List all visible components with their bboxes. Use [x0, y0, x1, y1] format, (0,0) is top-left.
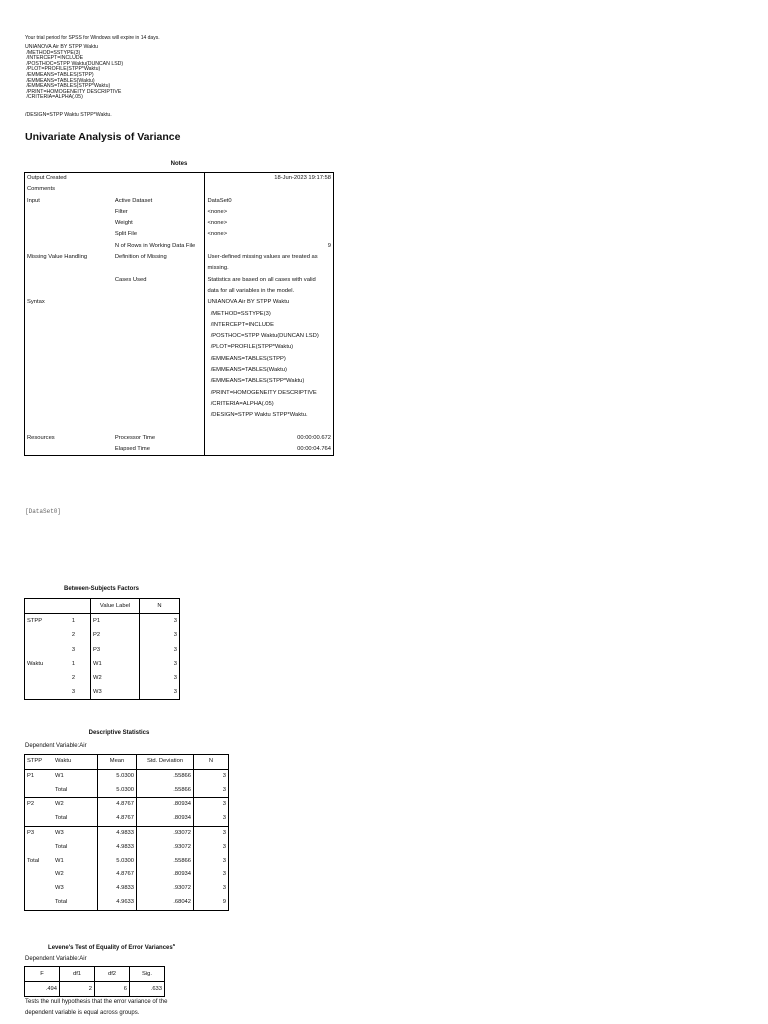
- table-cell: 5.0300: [98, 784, 137, 798]
- notes-value: DataSet0: [207, 197, 232, 204]
- table-cell: Total: [53, 896, 98, 910]
- table-cell: [25, 868, 54, 882]
- table-cell: [25, 882, 54, 896]
- table-row: [25, 812, 229, 826]
- table-cell: 3: [57, 685, 91, 700]
- table-cell: 3: [222, 857, 226, 864]
- notes-table: [24, 172, 334, 456]
- table-cell: 4.9833: [98, 841, 137, 855]
- syntax-line: /POSTHOC=STPP Waktu(DUNCAN LSD): [25, 60, 124, 67]
- notes-sublabel: Weight: [113, 218, 205, 229]
- column-header: df2: [95, 967, 130, 982]
- notes-title: Notes: [170, 161, 188, 167]
- table-cell: W2: [53, 798, 98, 812]
- notes-label: Missing Value Handling: [27, 254, 88, 261]
- column-header: df1: [60, 967, 95, 982]
- table-cell: 3: [222, 885, 226, 892]
- notes-sublabel: Cases Used: [113, 275, 205, 286]
- notes-syntax-line: /PRINT=HOMOGENEITY DESCRIPTIVE: [207, 389, 317, 396]
- table-cell: 2: [57, 671, 91, 685]
- table-cell: [25, 628, 58, 642]
- syntax-line: /INTERCEPT=INCLUDE: [25, 55, 84, 62]
- notes-sublabel: N of Rows in Working Data File: [113, 241, 205, 252]
- table-cell: [25, 784, 54, 798]
- column-header: Std. Deviation: [137, 755, 194, 770]
- table-cell: 1: [57, 614, 91, 629]
- table-cell: .93072: [137, 841, 194, 855]
- notes-label: Output Created: [27, 175, 67, 181]
- table-row: [25, 769, 229, 783]
- notes-value: 00:00:04.764: [297, 446, 331, 453]
- table-cell: 6: [95, 982, 130, 997]
- notes-value: <none>: [207, 220, 228, 227]
- table-row: [25, 798, 229, 812]
- table-row: [25, 855, 229, 869]
- table-cell: .93072: [137, 882, 194, 896]
- table-row: [25, 657, 180, 671]
- notes-syntax-line: /EMMEANS=TABLES(STPP): [207, 355, 286, 362]
- table-row: [25, 784, 229, 798]
- table-cell: Waktu: [27, 660, 44, 667]
- notes-value: data for all variables in the model.: [207, 287, 295, 294]
- table-cell: 4.9833: [98, 826, 137, 840]
- notes-value: 9: [327, 242, 331, 249]
- table-row: [25, 868, 229, 882]
- table-cell: .93072: [137, 826, 194, 840]
- syntax-line: /EMMEANS=TABLES(STPP): [25, 71, 94, 78]
- syntax-line: /EMMEANS=TABLES(Waktu): [25, 77, 95, 84]
- table-cell: [25, 896, 54, 910]
- table-row: [25, 841, 229, 855]
- table-row: [25, 643, 180, 657]
- table-cell: 2: [57, 628, 91, 642]
- notes-syntax-line: /METHOD=SSTYPE(3): [207, 310, 271, 317]
- table-cell: [25, 812, 54, 826]
- table-cell: [25, 685, 58, 700]
- syntax-line: /METHOD=SSTYPE(3): [25, 49, 81, 56]
- table-cell: .633: [150, 986, 162, 992]
- table-cell: 9: [222, 898, 226, 905]
- table-cell: 5.0300: [98, 769, 137, 783]
- levene-dependent: Dependent Variable:Air: [25, 956, 87, 962]
- table-cell: 1: [57, 657, 91, 671]
- table-cell: 4.8767: [98, 798, 137, 812]
- table-cell: 4.9633: [98, 896, 137, 910]
- table-cell: W1: [53, 855, 98, 869]
- table-row: [25, 982, 165, 997]
- notes-syntax-line: /POSTHOC=STPP Waktu(DUNCAN LSD): [207, 333, 319, 340]
- trial-notice: Your trial period for SPSS for Windows will expire in 14 days.: [25, 35, 160, 41]
- notes-label: Comments: [27, 186, 56, 193]
- table-cell: .55866: [137, 855, 194, 869]
- table-cell: 3: [194, 826, 229, 840]
- column-header: Value Label: [91, 599, 140, 614]
- table-cell: Total: [53, 841, 98, 855]
- table-row: [25, 896, 229, 910]
- dataset-tag: [DataSet0]: [25, 508, 62, 515]
- table-row: [25, 826, 229, 840]
- table-cell: [25, 671, 58, 685]
- descriptives-table: [24, 754, 229, 911]
- descriptives-dependent: Dependent Variable:Air: [25, 743, 87, 749]
- levene-footnote: dependent variable is equal across groups.: [25, 1010, 140, 1016]
- table-cell: .494: [25, 982, 60, 997]
- table-cell: .55866: [137, 784, 194, 798]
- table-cell: .80934: [137, 868, 194, 882]
- notes-label: Syntax: [27, 299, 45, 306]
- table-cell: 5.0300: [98, 855, 137, 869]
- notes-syntax-line: /EMMEANS=TABLES(STPP*Waktu): [207, 378, 305, 385]
- table-cell: 4.8767: [98, 868, 137, 882]
- table-cell: W1: [91, 657, 140, 671]
- column-header: N: [140, 599, 180, 614]
- notes-sublabel: Filter: [113, 207, 205, 218]
- table-cell: P1: [91, 614, 140, 629]
- column-header: N: [194, 755, 229, 770]
- column-header: STPP: [25, 755, 54, 770]
- table-cell: STPP: [27, 618, 43, 625]
- table-cell: P2: [25, 798, 54, 812]
- levene-footnote: Tests the null hypothesis that the error variance of the: [25, 999, 168, 1005]
- levene-superscript: a: [172, 942, 175, 947]
- table-cell: [25, 841, 54, 855]
- table-cell: Total: [53, 812, 98, 826]
- between-subjects-table: [24, 598, 180, 700]
- table-cell: 3: [173, 689, 177, 696]
- table-row: [25, 614, 180, 629]
- table-row: [25, 882, 229, 896]
- syntax-design-line: /DESIGN=STPP Waktu STPP*Waktu.: [25, 112, 112, 118]
- table-cell: 3: [194, 798, 229, 812]
- table-cell: 3: [222, 815, 226, 822]
- notes-syntax-line: /PLOT=PROFILE(STPP*Waktu): [207, 344, 294, 351]
- syntax-line: /EMMEANS=TABLES(STPP*Waktu): [25, 83, 111, 90]
- notes-sublabel: Active Dataset: [113, 196, 205, 207]
- descriptives-title: Descriptive Statistics: [88, 730, 150, 736]
- table-cell: W2: [91, 671, 140, 685]
- notes-sublabel: Processor Time: [113, 433, 205, 444]
- table-cell: .68042: [137, 896, 194, 910]
- column-header: Mean: [98, 755, 137, 770]
- table-cell: 3: [57, 643, 91, 657]
- table-row: [25, 671, 180, 685]
- levene-title-text: Levene's Test of Equality of Error Variances: [48, 945, 173, 951]
- notes-value: <none>: [207, 208, 228, 215]
- notes-value: missing.: [207, 265, 229, 272]
- page-title: Univariate Analysis of Variance: [25, 131, 181, 143]
- table-cell: 3: [222, 871, 226, 878]
- notes-label: Input: [27, 197, 40, 204]
- table-cell: 3: [173, 646, 177, 653]
- column-header: F: [25, 967, 60, 982]
- syntax-line: /PRINT=HOMOGENEITY DESCRIPTIVE: [25, 88, 122, 95]
- table-cell: P3: [25, 826, 54, 840]
- table-cell: 3: [173, 660, 177, 667]
- table-cell: .80934: [137, 812, 194, 826]
- table-cell: 3: [222, 772, 226, 779]
- syntax-line: UNIANOVA Air BY STPP Waktu: [25, 44, 99, 50]
- table-cell: .80934: [137, 798, 194, 812]
- levene-table: [24, 966, 165, 997]
- notes-value: 18-Jun-2023 19:17:58: [274, 175, 331, 181]
- table-cell: 4.9833: [98, 882, 137, 896]
- table-cell: P3: [91, 643, 140, 657]
- table-cell: 3: [222, 786, 226, 793]
- table-cell: W2: [53, 868, 98, 882]
- table-cell: W3: [53, 882, 98, 896]
- notes-sublabel: Definition of Missing: [113, 252, 205, 263]
- table-cell: 3: [173, 675, 177, 682]
- table-cell: Total: [53, 784, 98, 798]
- between-subjects-title: Between-Subjects Factors: [63, 586, 140, 592]
- syntax-block: [25, 45, 123, 101]
- notes-syntax-line: /INTERCEPT=INCLUDE: [207, 321, 274, 328]
- table-row: [25, 685, 180, 700]
- notes-syntax-line: /EMMEANS=TABLES(Waktu): [207, 367, 287, 374]
- column-header: Waktu: [53, 755, 98, 770]
- table-cell: P2: [91, 628, 140, 642]
- notes-value: User-defined missing values are treated as: [207, 254, 318, 261]
- table-cell: W3: [91, 685, 140, 700]
- table-cell: W3: [53, 826, 98, 840]
- table-cell: 3: [173, 618, 177, 625]
- table-cell: 2: [60, 982, 95, 997]
- notes-sublabel: Elapsed Time: [113, 444, 205, 456]
- table-row: [25, 628, 180, 642]
- notes-value: Statistics are based on all cases with valid: [207, 276, 316, 283]
- notes-syntax-line: /CRITERIA=ALPHA(.05): [207, 400, 274, 407]
- notes-sublabel: Split File: [113, 229, 205, 240]
- table-cell: 3: [222, 843, 226, 850]
- table-cell: Total: [27, 857, 40, 864]
- syntax-line: /CRITERIA=ALPHA(.05): [25, 94, 83, 101]
- notes-label: Resources: [27, 434, 55, 441]
- table-cell: [25, 643, 58, 657]
- syntax-line: /PLOT=PROFILE(STPP*Waktu): [25, 66, 101, 73]
- table-cell: 4.8767: [98, 812, 137, 826]
- table-cell: .55866: [137, 769, 194, 783]
- notes-value: <none>: [207, 231, 228, 238]
- table-cell: W1: [53, 769, 98, 783]
- notes-value: 00:00:00.672: [297, 434, 331, 441]
- notes-syntax-line: /DESIGN=STPP Waktu STPP*Waktu.: [207, 412, 308, 419]
- column-header: Sig.: [130, 967, 165, 982]
- table-cell: P1: [27, 772, 35, 779]
- notes-syntax-line: UNIANOVA Air BY STPP Waktu: [207, 299, 290, 306]
- table-cell: 3: [173, 632, 177, 639]
- levene-title: [24, 942, 199, 951]
